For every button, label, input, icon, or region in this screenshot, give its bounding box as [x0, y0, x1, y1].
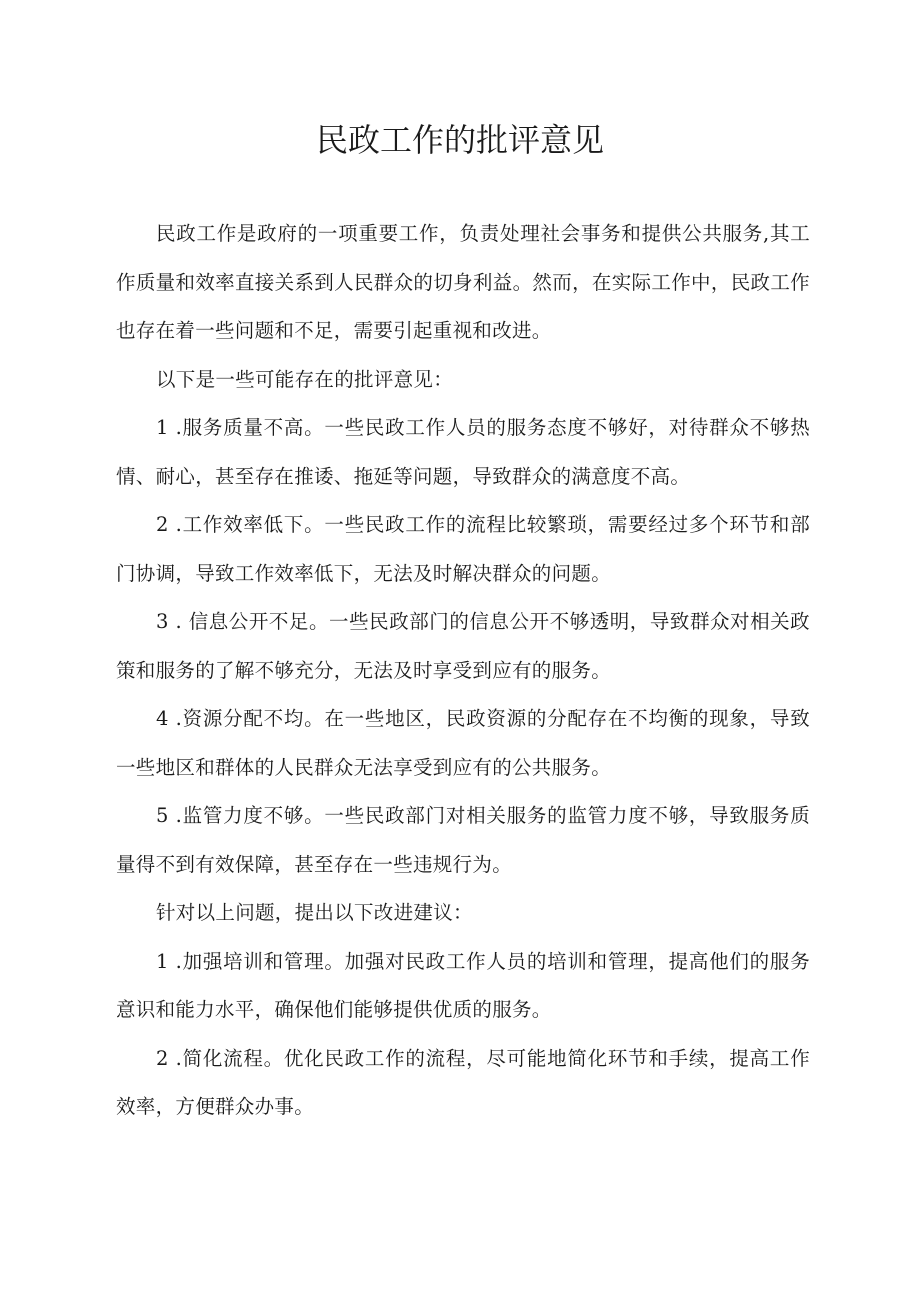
criticism-item-2: 2 .工作效率低下。一些民政工作的流程比较繁琐，需要经过多个环节和部门协调，导致工作效率低下，无法及时解决群众的问题。	[116, 513, 810, 585]
suggestion-heading-paragraph: 针对以上问题，提出以下改进建议：	[156, 901, 473, 924]
criticism-item-1: 1 .服务质量不高。一些民政工作人员的服务态度不够好，对待群众不够热情、耐心，甚至存在推诿、拖延等问题，导致群众的满意度不高。	[116, 416, 810, 488]
suggestion-item-2: 2 .简化流程。优化民政工作的流程，尽可能地简化环节和手续，提高工作效率，方便群众办事。	[116, 1046, 810, 1118]
criticism-item-4: 4 .资源分配不均。在一些地区，民政资源的分配存在不均衡的现象，导致一些地区和群体的人民群众无法享受到应有的公共服务。	[116, 707, 810, 779]
criticism-item-5: 5 .监管力度不够。一些民政部门对相关服务的监管力度不够，导致服务质量得不到有效保障，甚至存在一些违规行为。	[116, 804, 810, 876]
criticism-heading-paragraph: 以下是一些可能存在的批评意见：	[156, 367, 454, 391]
intro-paragraph: 民政工作是政府的一项重要工作，负责处理社会事务和提供公共服务,其工作质量和效率直接关系到人民群众的切身利益。然而，在实际工作中，民政工作也存在着一些问题和不足，需要引起重视和改进。	[116, 222, 810, 342]
suggestion-item-1: 1 .加强培训和管理。加强对民政工作人员的培训和管理，提高他们的服务意识和能力水平，确保他们能够提供优质的服务。	[116, 949, 810, 1021]
document-body	[116, 210, 810, 1132]
document-title: 民政工作的批评意见	[315, 121, 604, 159]
criticism-item-3: 3 . 信息公开不足。一些民政部门的信息公开不够透明，导致群众对相关政策和服务的了解不够充分，无法及时享受到应有的服务。	[116, 610, 810, 682]
